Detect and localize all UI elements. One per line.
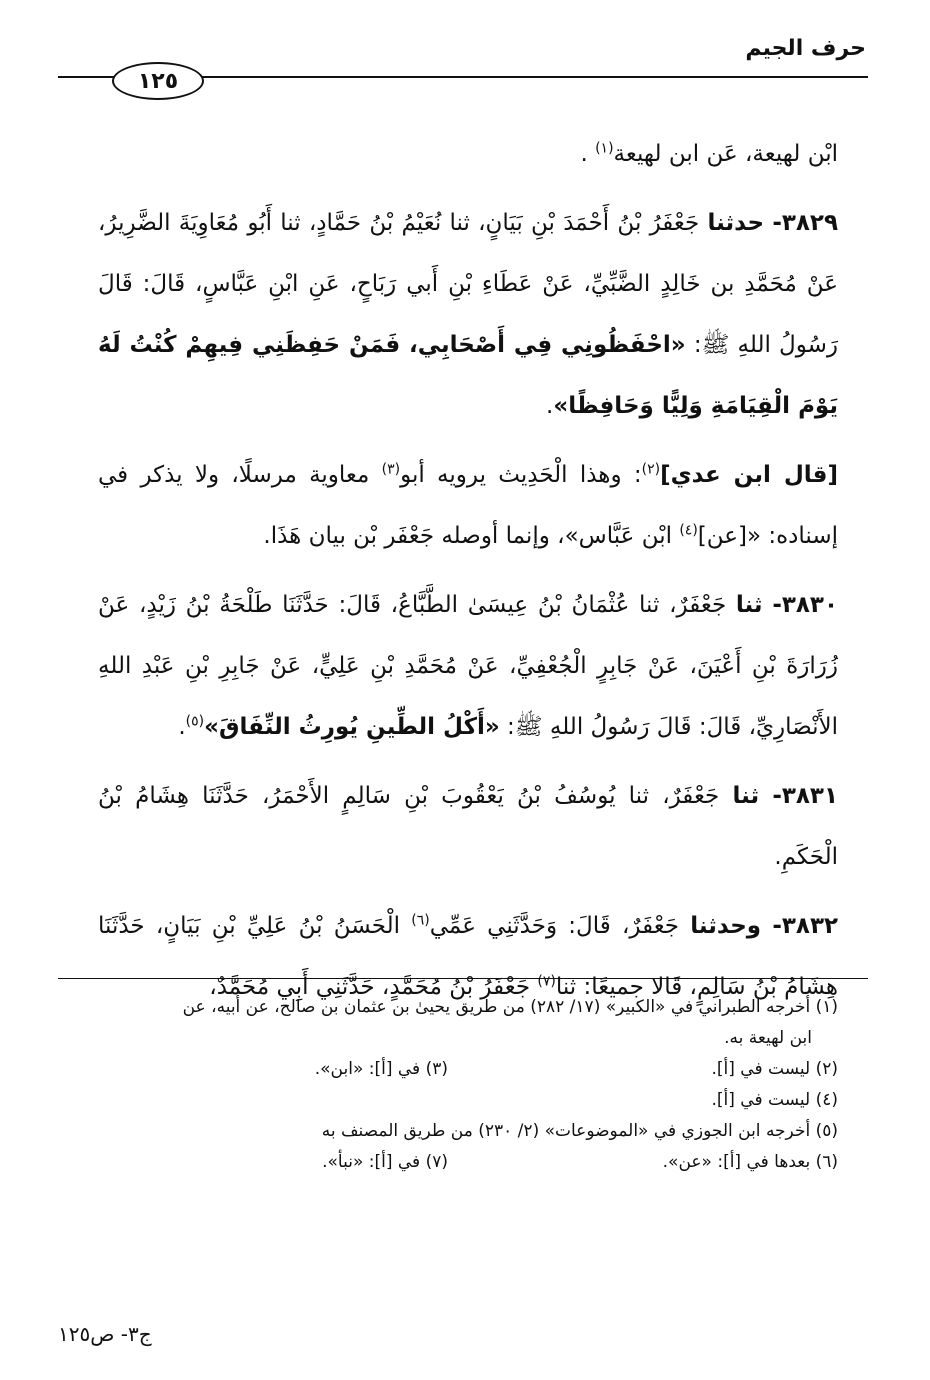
- hadith-3831: [98, 766, 838, 888]
- footnote-marker: (٢): [641, 461, 661, 478]
- chapter-title: حرف الجيم: [745, 36, 866, 61]
- footnote-marker: (٣): [381, 461, 401, 478]
- main-text: [98, 124, 838, 1018]
- hadith-3829: ٣٨٢٩- حدثنا جَعْفَرُ بْنُ أَحْمَدَ بْنِ بَيَانٍ، ثنا نُعَيْمُ بْنُ حَمَّادٍ، ثنا أَبُو مُعَاوِيَةَ الضَّرِيرُ، عَنْ مُحَمَّدِ بن خَالِدٍ الضَّبِّيِّ، عَنْ عَطَاءِ بْنِ أَبي رَبَاحٍ، عَنِ ابْنِ عَبَّاسٍ، قَالَ: قَالَ رَسُولُ اللهِ ﷺ: «احْفَظُونِي فِي أَصْحَابِي، فَمَنْ حَفِظَنِي فِيهِمْ كُنْتُ لَهُ يَوْمَ الْقِيَامَةِ وَلِيًّا وَحَافِظًا».: [98, 210, 839, 419]
- footnote-marker: (٤): [679, 522, 698, 539]
- footnote-marker: (١): [595, 140, 614, 157]
- narration-keyword: وحدثنا: [690, 913, 762, 939]
- ibn-adi-comment: [قال ابن عدي]$^{(٢)}$: وهذا الْحَدِيث يرويه أبو$^{(٣)}$ معاوية مرسلًا، ولا يذكر في إسناده: «[عن]$^{(٤)}$ ابْن عَبَّاس»، وإنما أوصله جَعْفَر بْن بيان هَذَا.: [98, 461, 838, 549]
- narration-keyword: حدثنا: [707, 210, 765, 236]
- footnote-row: [58, 1147, 838, 1178]
- footnote-5: (٥) أخرجه ابن الجوزي في «الموضوعات» (٢/ ٢٣٠) من طريق المصنف به: [321, 1121, 838, 1141]
- hadith-number: ٣٨٣٢-: [772, 913, 839, 939]
- footnote-rule: [58, 978, 868, 979]
- hadith-number: ٣٨٣٠-: [772, 592, 839, 618]
- isnad-text: جَعْفَرٌ، ثنا يُوسُفُ بْنُ يَعْقُوبَ بْنِ سَالِمٍ الأَحْمَرُ، حَدَّثَنَا هِشَامُ بْنُ الْحَكَمِ.: [98, 783, 838, 870]
- page-number-badge: [112, 62, 204, 100]
- isnad-text: جَعْفَرُ بْنُ أَحْمَدَ بْنِ بَيَانٍ، ثنا نُعَيْمُ بْنُ حَمَّادٍ، ثنا أَبُو مُعَاوِيَةَ الضَّرِيرُ، عَنْ مُحَمَّدِ بن خَالِدٍ الضَّبِّيِّ، عَنْ عَطَاءِ بْنِ أَبي رَبَاحٍ، عَنِ ابْنِ عَبَّاسٍ، قَالَ: قَالَ رَسُولُ اللهِ ﷺ:: [98, 210, 839, 358]
- footnote-marker: (٥): [185, 713, 205, 730]
- footnote-marker: (٧): [537, 973, 556, 990]
- comment-label: [قال ابن عدي]: [660, 462, 838, 488]
- footnote-2: (٢) ليست في [أ].: [711, 1059, 838, 1079]
- hadith-matn: «أَكْلُ الطِّينِ يُورِثُ النِّفَاقَ»: [204, 714, 500, 740]
- narration-keyword: ثنا: [732, 783, 760, 809]
- paragraph-continuation: ابْن لهيعة، عَن ابن لهيعة$^{(١)}$ .: [580, 140, 838, 167]
- footnote-1: (١) أخرجه الطبراني في «الكبير» (١٧/ ٢٨٢) من طريق يحيىٰ بن عثمان بن صالح، عن أبيه، عن: [182, 997, 838, 1017]
- narration-keyword: ثنا: [735, 592, 763, 618]
- footnote-1-continuation: ابن لهيعة به.: [724, 1028, 812, 1048]
- hadith-number: ٣٨٢٩-: [772, 210, 839, 236]
- footnote-6: (٦) بعدها في [أ]: «عن».: [662, 1152, 838, 1172]
- hadith-3830: ٣٨٣٠- ثنا جَعْفَرٌ، ثنا عُثْمَانُ بْنُ عِيسَىٰ الطَّبَّاعُ، قَالَ: حَدَّثَنَا طَلْحَةُ بْنُ زَيْدٍ، عَنْ زُرَارَةَ بْنِ أَعْيَنَ، عَنْ جَابِرٍ الْجُعْفِيِّ، عَنْ مُحَمَّدِ بْنِ عَلِيٍّ، عَنْ جَابِرِ بْنِ عَبْدِ اللهِ الأَنْصَارِيِّ، قَالَ: قَالَ رَسُولُ اللهِ ﷺ: «أَكْلُ الطِّينِ يُورِثُ النِّفَاقَ»$^{(٥)}$.: [98, 592, 839, 740]
- isnad-text: جَعْفَرٌ، ثنا عُثْمَانُ بْنُ عِيسَىٰ الطَّبَّاعُ، قَالَ: حَدَّثَنَا طَلْحَةُ بْنُ زَيْدٍ، عَنْ زُرَارَةَ بْنِ أَعْيَنَ، عَنْ جَابِرٍ الْجُعْفِيِّ، عَنْ مُحَمَّدِ بْنِ عَلِيٍّ، عَنْ جَابِرِ بْنِ عَبْدِ اللهِ الأَنْصَارِيِّ، قَالَ: قَالَ رَسُولُ اللهِ ﷺ:: [98, 592, 838, 740]
- hadith-number: ٣٨٣١-: [772, 783, 839, 809]
- volume-page-reference: ج٣- ص١٢٥: [58, 1322, 152, 1346]
- footnote-4: (٤) ليست في [أ].: [711, 1090, 838, 1110]
- footnote-marker: (٦): [411, 912, 430, 929]
- hadith-matn: «احْفَظُونِي فِي أَصْحَابِي، فَمَنْ حَفِظَنِي فِيهِمْ كُنْتُ لَهُ يَوْمَ الْقِيَامَةِ وَلِيًّا وَحَافِظًا»: [98, 332, 838, 419]
- footnote-3: (٣) في [أ]: «ابن».: [314, 1059, 448, 1079]
- footnote-7: (٧) في [أ]: «نبأ».: [322, 1152, 448, 1172]
- footnotes: [58, 992, 838, 1178]
- page-number: ١٢٥: [137, 68, 179, 94]
- footnote-row: [58, 1054, 838, 1085]
- hadith-3832: ٣٨٣٢- وحدثنا جَعْفَرٌ، قَالَ: وَحَدَّثَنِي عَمِّي$^{(٦)}$ الْحَسَنُ بْنُ عَلِيِّ بْنِ بَيَانٍ، حَدَّثَنَا هِشَامُ بْنُ سَالِمٍ، قَالا جميعًا: ثنا$^{(٧)}$ جَعْفَرُ بْنُ مُحَمَّدٍ، حَدَّثَنِي أَبِي مُحَمَّدٌ،: [98, 912, 839, 1000]
